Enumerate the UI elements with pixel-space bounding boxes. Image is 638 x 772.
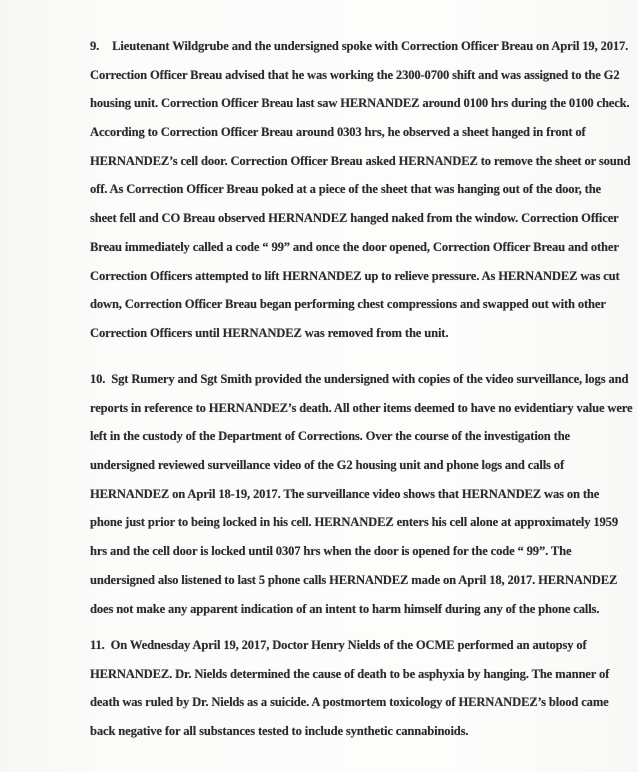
paragraph-line: off. As Correction Officer Breau poked at a piece of the sheet that was hanging out of the door, the bbox=[90, 182, 601, 197]
paragraph-line: Correction Officer Breau advised that he was working the 2300-0700 shift and was assigned to the G2 bbox=[90, 67, 620, 82]
paragraph-line: phone just prior to being locked in his cell. HERNANDEZ enters his cell alone at approximately 1959 bbox=[90, 515, 618, 530]
paragraph-line bbox=[90, 631, 610, 660]
paragraph-line bbox=[90, 365, 629, 394]
paragraph-line: undersigned also listened to last 5 phone calls HERNANDEZ made on April 18, 2017. HERNANDEZ bbox=[90, 572, 618, 587]
paragraph-line: back negative for all substances tested to include synthetic cannabinoids. bbox=[90, 724, 469, 739]
paragraph-line: down, Correction Officer Breau began performing chest compressions and swapped out with other bbox=[90, 297, 606, 312]
paragraph-line: Correction Officers until HERNANDEZ was removed from the unit. bbox=[90, 325, 449, 340]
paragraph-number: 9. bbox=[90, 39, 100, 53]
paragraph-line: Breau immediately called a code “ 99” and once the door opened, Correction Officer Breau and other bbox=[90, 239, 619, 254]
paragraph-line: housing unit. Correction Officer Breau last saw HERNANDEZ around 0100 hrs during the 0100 check. bbox=[90, 96, 630, 111]
paragraph-line: HERNANDEZ’s cell door. Correction Officer Breau asked HERNANDEZ to remove the sheet or sound bbox=[90, 153, 631, 168]
paragraph-11 bbox=[90, 631, 610, 746]
paragraph-9 bbox=[90, 32, 631, 348]
paragraph-line: Correction Officers attempted to lift HERNANDEZ up to relieve pressure. As HERNANDEZ was cut bbox=[90, 268, 620, 283]
line-text: On Wednesday April 19, 2017, Doctor Henry Nields of the OCME performed an autopsy of bbox=[110, 638, 587, 652]
paragraph-line: left in the custody of the Department of Corrections. Over the course of the investigation the bbox=[90, 429, 571, 444]
paragraph-line: sheet fell and CO Breau observed HERNANDEZ hanged naked from the window. Correction Officer bbox=[90, 211, 619, 226]
paragraph-number: 10. bbox=[90, 372, 106, 386]
paragraph-line: death was ruled by Dr. Nields as a suicide. A postmortem toxicology of HERNANDEZ’s blood came bbox=[90, 695, 609, 710]
line-text: Lieutenant Wildgrube and the undersigned spoke with Correction Officer Breau on April 19, 2017. bbox=[112, 39, 629, 53]
paragraph-10 bbox=[90, 365, 633, 623]
paragraph-line: hrs and the cell door is locked until 0307 hrs when the door is opened for the code “ 99”. The bbox=[90, 544, 572, 559]
line-text: Sgt Rumery and Sgt Smith provided the undersigned with copies of the video surveillance, logs and bbox=[111, 372, 629, 386]
paragraph-line: HERNANDEZ on April 18-19, 2017. The surveillance video shows that HERNANDEZ was on the bbox=[90, 486, 600, 501]
paragraph-line bbox=[90, 32, 629, 61]
paragraph-line: undersigned reviewed surveillance video of the G2 housing unit and phone logs and calls of bbox=[90, 458, 564, 473]
paragraph-line: does not make any apparent indication of an intent to harm himself during any of the phone calls. bbox=[90, 601, 600, 616]
paragraph-line: HERNANDEZ. Dr. Nields determined the cause of death to be asphyxia by hanging. The manner of bbox=[90, 666, 610, 681]
paragraph-line: According to Correction Officer Breau around 0303 hrs, he observed a sheet hanged in front of bbox=[90, 125, 586, 140]
paragraph-line: reports in reference to HERNANDEZ’s death. All other items deemed to have no evidentiary value were bbox=[90, 400, 633, 415]
paragraph-number: 11. bbox=[90, 638, 105, 652]
